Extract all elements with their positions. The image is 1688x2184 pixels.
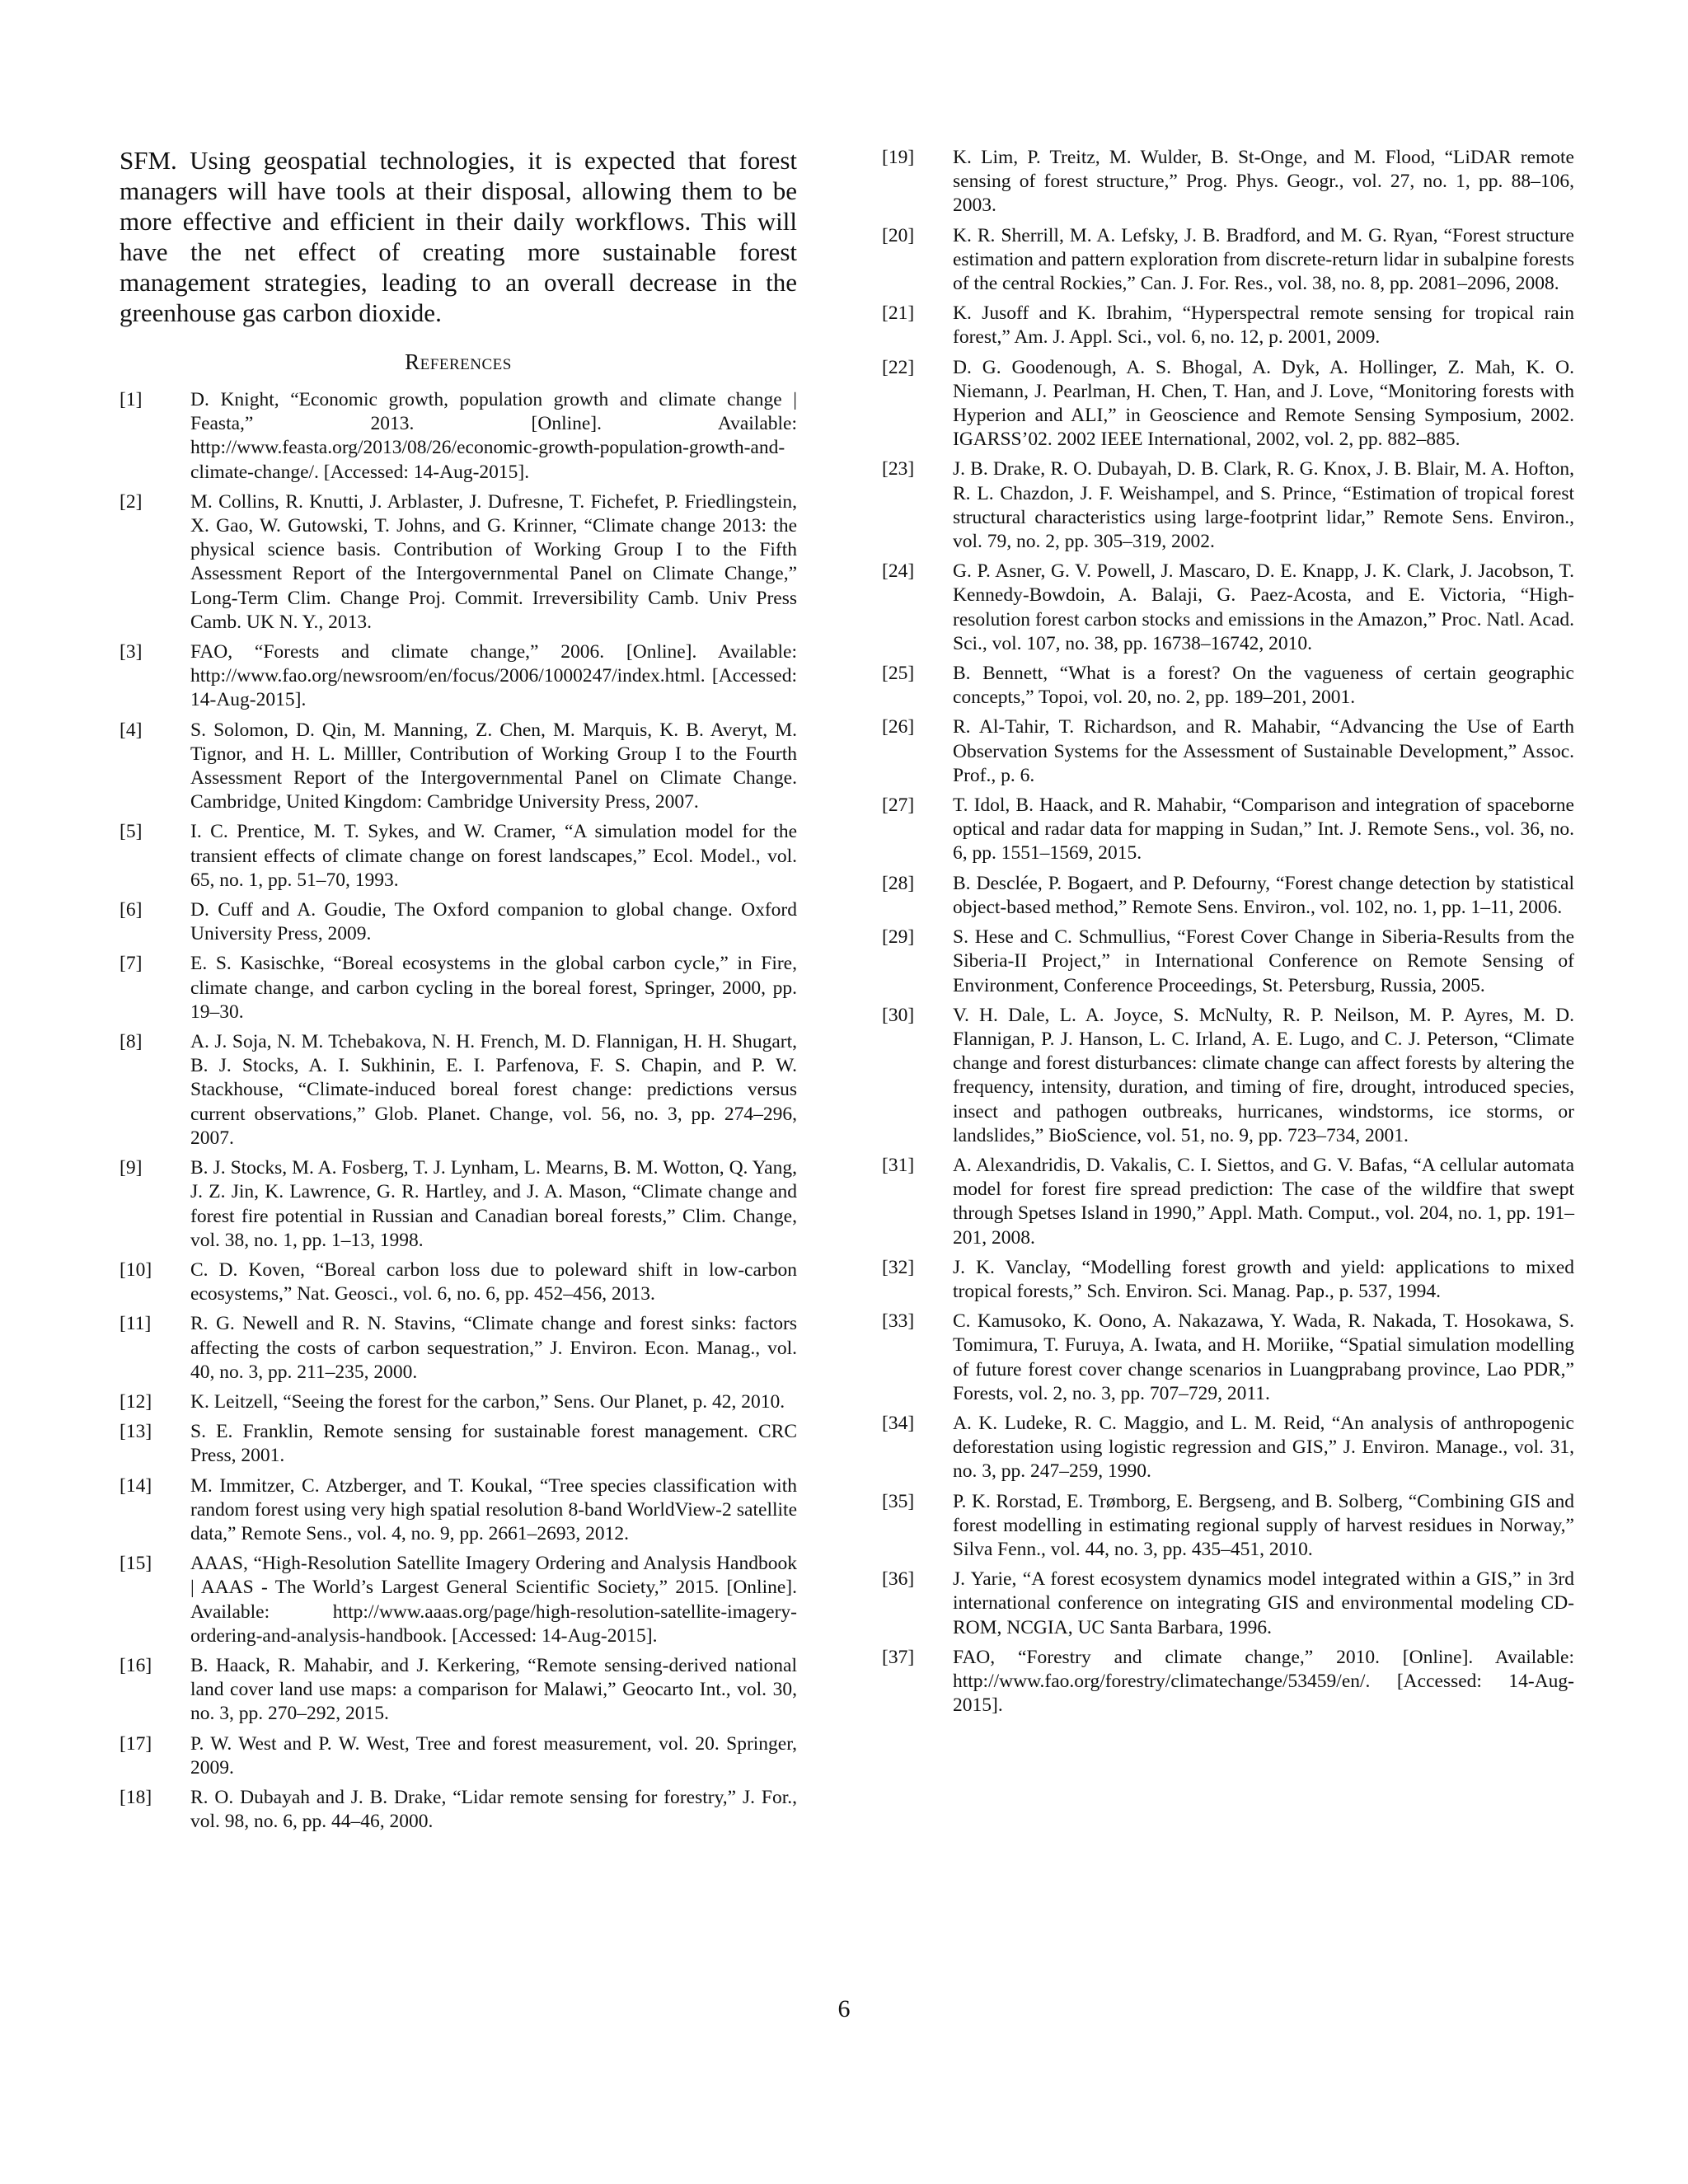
reference-number: [16] xyxy=(120,1654,152,1676)
reference-text: D. Knight, “Economic growth, population growth and climate change | Feasta,” 2013. [Online]. Available: http://www.feasta.org/2013/08/26/economic-growth-population-growth-and-climate-change/. [Accessed: 14-Aug-2015]. xyxy=(190,389,797,483)
reference-item xyxy=(882,1310,1574,1406)
reference-item xyxy=(882,146,1574,218)
reference-text: D. Cuff and A. Goudie, The Oxford companion to global change. Oxford University Press, 2009. xyxy=(190,899,797,945)
reference-item xyxy=(120,952,797,1024)
reference-text: S. Solomon, D. Qin, M. Manning, Z. Chen, M. Marquis, K. B. Averyt, M. Tignor, and H. L. Milller, Contribution of Working Group I to the Fourth Assessment Report of the Intergovernmental Panel on Climate Change. Cambridge, United Kingdom: Cambridge University Press, 2007. xyxy=(190,719,797,813)
reference-item xyxy=(882,1004,1574,1148)
reference-number: [1] xyxy=(120,389,143,410)
reference-item xyxy=(120,1390,797,1414)
reference-text: FAO, “Forestry and climate change,” 2010. [Online]. Available: http://www.fao.org/forestry/climatechange/53459/en/. [Accessed: 14-Aug-2015]. xyxy=(953,1646,1574,1717)
reference-text: A. Alexandridis, D. Vakalis, C. I. Siettos, and G. V. Bafas, “A cellular automata model for forest fire spread prediction: The case of the wildfire that swept through Spetses Island in 1990,” Appl. Math. Comput., vol. 204, no. 1, pp. 191–201, 2008. xyxy=(953,1154,1574,1249)
reference-number: [25] xyxy=(882,663,915,685)
reference-number: [31] xyxy=(882,1154,915,1176)
reference-text: R. G. Newell and R. N. Stavins, “Climate change and forest sinks: factors affecting the costs of carbon sequestration,” J. Environ. Econ. Manag., vol. 40, no. 3, pp. 211–235, 2000. xyxy=(190,1313,797,1383)
reference-item xyxy=(882,794,1574,866)
reference-number: [24] xyxy=(882,560,915,583)
reference-number: [21] xyxy=(882,302,915,325)
reference-number: [11] xyxy=(120,1313,152,1335)
reference-item xyxy=(882,1568,1574,1640)
reference-item xyxy=(882,926,1574,998)
left-column xyxy=(120,145,797,1840)
reference-text: K. Leitzell, “Seeing the forest for the carbon,” Sens. Our Planet, p. 42, 2010. xyxy=(190,1390,785,1413)
reference-number: [13] xyxy=(120,1421,152,1443)
reference-text: K. Lim, P. Treitz, M. Wulder, B. St-Onge, and M. Flood, “LiDAR remote sensing of forest structure,” Prog. Phys. Geogr., vol. 27, no. 1, pp. 88–106, 2003. xyxy=(953,147,1574,217)
reference-item xyxy=(120,388,797,485)
references-heading: References xyxy=(405,349,512,374)
reference-number: [9] xyxy=(120,1157,143,1179)
reference-text: S. Hese and C. Schmullius, “Forest Cover Change in Siberia-Results from the Siberia-II Project,” in International Conference on Remote Sensing of Environment, Conference Proceedings, St. Petersburg, Russia, 2005. xyxy=(953,926,1574,996)
page-number: 6 xyxy=(837,1995,851,2022)
reference-text: J. Yarie, “A forest ecosystem dynamics model integrated within a GIS,” in 3rd international conference on integrating GIS and environmental modeling CD-ROM, NCGIA, UC Santa Barbara, 1996. xyxy=(953,1568,1574,1638)
reference-number: [7] xyxy=(120,953,143,975)
reference-item xyxy=(882,1412,1574,1484)
reference-item xyxy=(120,1156,797,1253)
reference-number: [19] xyxy=(882,147,915,168)
reference-item xyxy=(882,224,1574,297)
reference-text: AAAS, “High-Resolution Satellite Imagery Ordering and Analysis Handbook | AAAS - The World’s Largest General Scientific Society,” 2015. [Online]. Available: http://www.aaas.org/page/high-resolution-satellite-imagery-ordering-and-analysis-handbook. [Accessed: 14-Aug-2015]. xyxy=(190,1553,797,1647)
reference-item xyxy=(120,1312,797,1385)
reference-item xyxy=(120,1552,797,1648)
reference-number: [3] xyxy=(120,641,143,663)
reference-item xyxy=(882,715,1574,788)
reference-list-right xyxy=(882,146,1574,1718)
reference-item xyxy=(120,820,797,893)
reference-text: A. K. Ludeke, R. C. Maggio, and L. M. Reid, “An analysis of anthropogenic deforestation using logistic regression and GIS,” J. Environ. Manage., vol. 31, no. 3, pp. 247–259, 1990. xyxy=(953,1412,1574,1483)
reference-item xyxy=(882,1154,1574,1250)
reference-number: [20] xyxy=(882,224,915,246)
reference-number: [4] xyxy=(120,719,143,741)
reference-item xyxy=(120,1420,797,1468)
reference-number: [6] xyxy=(120,899,143,921)
reference-number: [8] xyxy=(120,1031,143,1053)
reference-text: A. J. Soja, N. M. Tchebakova, N. H. French, M. D. Flannigan, H. H. Shugart, B. J. Stocks, A. I. Sukhinin, E. I. Parfenova, F. S. Chapin, and P. W. Stackhouse, “Climate-induced boreal forest change: predictions versus current observations,” Glob. Planet. Change, vol. 56, no. 3, pp. 274–296, 2007. xyxy=(190,1031,797,1149)
reference-text: I. C. Prentice, M. T. Sykes, and W. Cramer, “A simulation model for the transient effects of climate change on forest landscapes,” Ecol. Model., vol. 65, no. 1, pp. 51–70, 1993. xyxy=(190,821,797,891)
reference-number: [5] xyxy=(120,821,143,843)
reference-number: [27] xyxy=(882,794,915,817)
reference-number: [33] xyxy=(882,1310,915,1333)
reference-text: V. H. Dale, L. A. Joyce, S. McNulty, R. P. Neilson, M. P. Ayres, M. D. Flannigan, P. J. Hanson, L. C. Irland, A. E. Lugo, and C. J. Peterson, “Climate change and forest disturbances: climate change can affect forests by altering the frequency, intensity, duration, and timing of fire, drought, introduced species, insect and pathogen outbreaks, hurricanes, windstorms, ice storms, or landslides,” BioScience, vol. 51, no. 9, pp. 723–734, 2001. xyxy=(953,1004,1574,1146)
reference-text: C. D. Koven, “Boreal carbon loss due to poleward shift in low-carbon ecosystems,” Nat. Geosci., vol. 6, no. 6, pp. 452–456, 2013. xyxy=(190,1258,797,1305)
reference-item xyxy=(882,302,1574,349)
reference-item xyxy=(120,1258,797,1306)
reference-text: B. Bennett, “What is a forest? On the vagueness of certain geographic concepts,” Topoi, vol. 20, no. 2, pp. 189–201, 2001. xyxy=(953,663,1574,709)
reference-number: [22] xyxy=(882,356,915,378)
reference-item xyxy=(882,457,1574,554)
reference-item xyxy=(120,1030,797,1151)
reference-number: [10] xyxy=(120,1258,152,1281)
reference-number: [28] xyxy=(882,872,915,894)
reference-text: B. J. Stocks, M. A. Fosberg, T. J. Lynham, L. Mearns, B. M. Wotton, Q. Yang, J. Z. Jin, K. Lawrence, G. R. Hartley, and J. A. Mason, “Climate change and forest fire potential in Russian and Canadian boreal forests,” Clim. Change, vol. 38, no. 1, pp. 1–13, 1998. xyxy=(190,1157,797,1251)
reference-text: B. Haack, R. Mahabir, and J. Kerkering, “Remote sensing-derived national land cover land use maps: a comparison for Malawi,” Geocarto Int., vol. 30, no. 3, pp. 270–292, 2015. xyxy=(190,1654,797,1725)
reference-text: FAO, “Forests and climate change,” 2006. [Online]. Available: http://www.fao.org/newsroom/en/focus/2006/1000247/index.html. [Accessed: 14-Aug-2015]. xyxy=(190,641,797,711)
reference-item xyxy=(882,356,1574,452)
reference-number: [18] xyxy=(120,1786,152,1808)
reference-text: J. K. Vanclay, “Modelling forest growth and yield: applications to mixed tropical forests,” Sch. Environ. Sci. Manag. Pap., p. 537, 1994. xyxy=(953,1256,1574,1302)
reference-item xyxy=(882,1256,1574,1304)
right-column xyxy=(882,146,1574,1723)
reference-text: R. O. Dubayah and J. B. Drake, “Lidar remote sensing for forestry,” J. For., vol. 98, no. 6, pp. 44–46, 2000. xyxy=(190,1786,797,1833)
reference-item xyxy=(882,1490,1574,1563)
reference-text: B. Desclée, P. Bogaert, and P. Defourny, “Forest change detection by statistical object-based method,” Remote Sens. Environ., vol. 102, no. 1, pp. 1–11, 2006. xyxy=(953,872,1574,918)
reference-text: T. Idol, B. Haack, and R. Mahabir, “Comparison and integration of spaceborne optical and radar data for mapping in Sudan,” Int. J. Remote Sens., vol. 36, no. 6, pp. 1551–1569, 2015. xyxy=(953,794,1574,865)
reference-number: [29] xyxy=(882,926,915,949)
reference-text: K. Jusoff and K. Ibrahim, “Hyperspectral remote sensing for tropical rain forest,” Am. J. Appl. Sci., vol. 6, no. 12, p. 2001, 2009. xyxy=(953,302,1574,349)
reference-item xyxy=(882,872,1574,920)
reference-list-left xyxy=(120,388,797,1834)
reference-text: P. W. West and P. W. West, Tree and forest measurement, vol. 20. Springer, 2009. xyxy=(190,1732,797,1779)
reference-item xyxy=(120,1786,797,1834)
reference-number: [26] xyxy=(882,716,915,738)
reference-number: [36] xyxy=(882,1568,915,1591)
reference-number: [30] xyxy=(882,1004,915,1026)
reference-text: M. Collins, R. Knutti, J. Arblaster, J. Dufresne, T. Fichefet, P. Friedlingstein, X. Gao, W. Gutowski, T. Johns, and G. Krinner, “Climate change 2013: the physical science basis. Contribution of Working Group I to the Fifth Assessment Report of the Intergovernmental Panel on Climate Change,” Long-Term Clim. Change Proj. Commit. Irreversibility Camb. Univ Press Camb. UK N. Y., 2013. xyxy=(190,490,797,633)
reference-item xyxy=(120,640,797,713)
reference-item xyxy=(120,1654,797,1727)
reference-item xyxy=(882,560,1574,656)
reference-text: G. P. Asner, G. V. Powell, J. Mascaro, D. E. Knapp, J. K. Clark, J. Jacobson, T. Kennedy-Bowdoin, A. Balaji, G. Paez-Acosta, and E. Victoria, “High-resolution forest carbon stocks and emissions in the Amazon,” Proc. Natl. Acad. Sci., vol. 107, no. 38, pp. 16738–16742, 2010. xyxy=(953,560,1574,654)
reference-text: S. E. Franklin, Remote sensing for sustainable forest management. CRC Press, 2001. xyxy=(190,1421,797,1467)
reference-number: [32] xyxy=(882,1256,915,1278)
reference-text: K. R. Sherrill, M. A. Lefsky, J. B. Bradford, and M. G. Ryan, “Forest structure estimation and pattern exploration from discrete-return lidar in subalpine forests of the central Rockies,” Can. J. For. Res., vol. 38, no. 8, pp. 2081–2096, 2008. xyxy=(953,224,1574,295)
reference-text: C. Kamusoko, K. Oono, A. Nakazawa, Y. Wada, R. Nakada, T. Hosokawa, S. Tomimura, T. Furuya, A. Iwata, and H. Moriike, “Spatial simulation modelling of future forest cover change scenarios in Luangprabang province, Lao PDR,” Forests, vol. 2, no. 3, pp. 707–729, 2011. xyxy=(953,1310,1574,1404)
reference-item xyxy=(882,662,1574,710)
reference-text: M. Immitzer, C. Atzberger, and T. Koukal, “Tree species classification with random forest using very high spatial resolution 8-band WorldView-2 satellite data,” Remote Sens., vol. 4, no. 9, pp. 2661–2693, 2012. xyxy=(190,1474,797,1544)
reference-text: D. G. Goodenough, A. S. Bhogal, A. Dyk, A. Hollinger, Z. Mah, K. O. Niemann, J. Pearlman, H. Chen, T. Han, and J. Love, “Monitoring forests with Hyperion and ALI,” in Geoscience and Remote Sensing Symposium, 2002. IGARSS’02. 2002 IEEE International, 2002, vol. 2, pp. 882–885. xyxy=(953,356,1574,451)
reference-item xyxy=(120,490,797,635)
reference-item xyxy=(120,1474,797,1547)
reference-item xyxy=(120,719,797,815)
reference-text: E. S. Kasischke, “Boreal ecosystems in the global carbon cycle,” in Fire, climate change, and carbon cycling in the boreal forest, Springer, 2000, pp. 19–30. xyxy=(190,953,797,1023)
reference-text: J. B. Drake, R. O. Dubayah, D. B. Clark, R. G. Knox, J. B. Blair, M. A. Hofton, R. L. Chazdon, J. F. Weishampel, and S. Prince, “Estimation of tropical forest structural characteristics using large-footprint lidar,” Remote Sens. Environ., vol. 79, no. 2, pp. 305–319, 2002. xyxy=(953,458,1574,553)
reference-item xyxy=(120,1732,797,1780)
intro-paragraph: SFM. Using geospatial technologies, it is expected that forest managers will have tools at their disposal, allowing them to be more effective and efficient in their daily workflows. This will have the net effect of creating more sustainable forest management strategies, leading to an overall decrease in the greenhouse gas carbon dioxide. xyxy=(120,146,797,327)
reference-text: R. Al-Tahir, T. Richardson, and R. Mahabir, “Advancing the Use of Earth Observation Systems for the Assessment of Sustainable Development,” Assoc. Prof., p. 6. xyxy=(953,716,1574,786)
reference-item xyxy=(120,898,797,946)
reference-item xyxy=(882,1646,1574,1718)
reference-number: [34] xyxy=(882,1412,915,1434)
reference-number: [12] xyxy=(120,1390,152,1413)
reference-text: P. K. Rorstad, E. Trømborg, E. Bergseng, and B. Solberg, “Combining GIS and forest modelling in estimating regional supply of harvest residues in Norway,” Silva Fenn., vol. 44, no. 3, pp. 435–451, 2010. xyxy=(953,1490,1574,1560)
reference-number: [2] xyxy=(120,490,143,513)
reference-number: [14] xyxy=(120,1474,152,1497)
reference-number: [17] xyxy=(120,1732,152,1755)
reference-number: [15] xyxy=(120,1553,152,1575)
reference-number: [23] xyxy=(882,458,915,480)
reference-number: [37] xyxy=(882,1646,915,1668)
reference-number: [35] xyxy=(882,1490,915,1512)
